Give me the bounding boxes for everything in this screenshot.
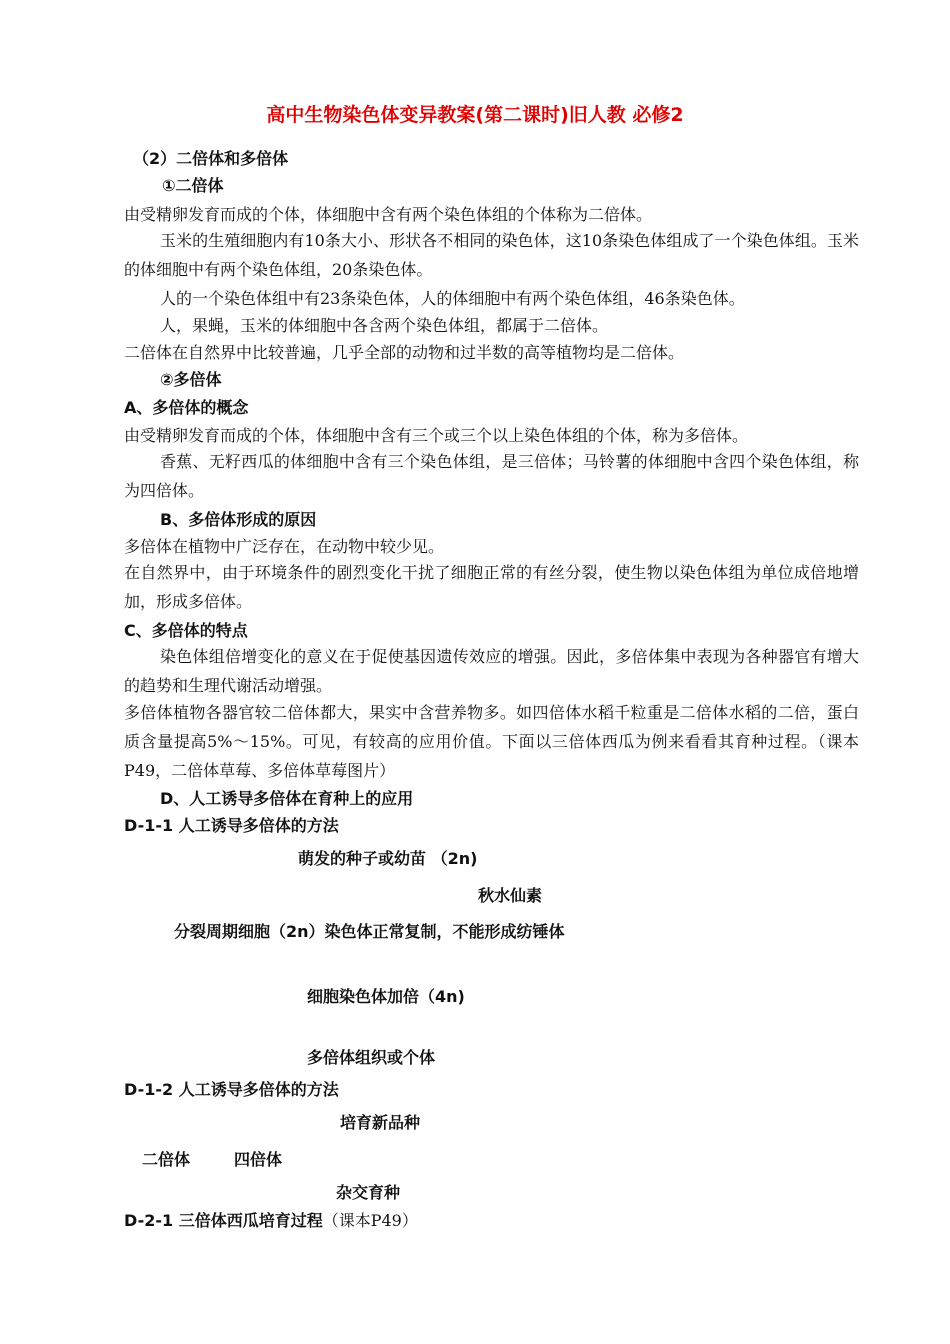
paragraph-polyploid-definition: 由受精卵发育而成的个体，体细胞中含有三个或三个以上染色体组的个体，称为多倍体。 [124,426,749,445]
flow-step-seedling: 萌发的种子或幼苗 （2n) [298,849,478,868]
flow-step-chromosome-doubling: 细胞染色体加倍（4n) [307,987,465,1006]
flow-step-cell-division: 分裂周期细胞（2n）染色体正常复制，不能形成纺锤体 [174,922,565,941]
heading-d-2-1 [124,1210,418,1232]
paragraph-diploid-definition: 由受精卵发育而成的个体，体细胞中含有两个染色体组的个体称为二倍体。 [124,205,653,224]
heading-b-polyploid-causes: B、多倍体形成的原因 [160,510,317,529]
paragraph-polyploid-value: 多倍体植物各器官较二倍体都大，果实中含营养物多。如四倍体水稻千粒重是二倍体水稻的二倍，蛋白质含量提高5%～15%。可见，有较高的应用价值。下面以三倍体西瓜为例来看看其育种过程。（课本P49，二倍体草莓、多倍体草莓图片） [124,703,859,780]
paragraph-chromosome-doubling-meaning: 染色体组倍增变化的意义在于促使基因遗传效应的增强。因此，多倍体集中表现为各种器官有增大的趋势和生理代谢活动增强。 [124,647,859,695]
heading-c-polyploid-features: C、多倍体的特点 [124,621,248,640]
flow-step-polyploid-individual: 多倍体组织或个体 [307,1048,436,1067]
document-title: 高中生物染色体变异教案(第二课时)旧人教 必修2 [266,104,684,126]
paragraph-polyploid-formation: 在自然界中，由于环境条件的剧烈变化干扰了细胞正常的有丝分裂，使生物以染色体组为单位成倍地增加，形成多倍体。 [124,563,859,611]
paragraph-human-chromosomes: 人的一个染色体组中有23条染色体，人的体细胞中有两个染色体组，46条染色体。 [160,289,745,308]
flow2-crossbreeding: 杂交育种 [336,1183,401,1202]
paragraph-diploid-common: 二倍体在自然界中比较普遍，几乎全部的动物和过半数的高等植物均是二倍体。 [124,343,685,362]
heading-d-2-1-text: D-2-1 三倍体西瓜培育过程 [124,1211,323,1230]
heading-d-1-1: D-1-1 人工诱导多倍体的方法 [124,816,339,835]
heading-a-polyploid-concept: A、多倍体的概念 [124,398,249,417]
flow2-diploid: 二倍体 [142,1150,191,1169]
flow2-new-variety: 培育新品种 [340,1113,421,1132]
paragraph-diploid-examples: 人，果蝇，玉米的体细胞中各含两个染色体组，都属于二倍体。 [160,316,609,335]
heading-d-2-1-note: （课本P49） [322,1211,418,1230]
flow-agent-colchicine: 秋水仙素 [478,886,543,905]
section-heading-diploid-polyploid: （2）二倍体和多倍体 [133,149,289,168]
heading-d-1-2: D-1-2 人工诱导多倍体的方法 [124,1080,339,1099]
subsection-heading-diploid: ①二倍体 [162,176,224,195]
paragraph-polyploid-plants: 多倍体在植物中广泛存在，在动物中较少见。 [124,537,445,556]
heading-d-artificial-induction: D、人工诱导多倍体在育种上的应用 [160,789,414,808]
flow2-tetraploid: 四倍体 [234,1150,283,1169]
paragraph-triploid-tetraploid: 香蕉、无籽西瓜的体细胞中含有三个染色体组，是三倍体；马铃薯的体细胞中含四个染色体组，称为四倍体。 [124,452,859,500]
subsection-heading-polyploid: ②多倍体 [160,370,222,389]
paragraph-corn-chromosomes: 玉米的生殖细胞内有10条大小、形状各不相同的染色体，这10条染色体组成了一个染色体组。玉米的体细胞中有两个染色体组，20条染色体。 [124,231,859,279]
